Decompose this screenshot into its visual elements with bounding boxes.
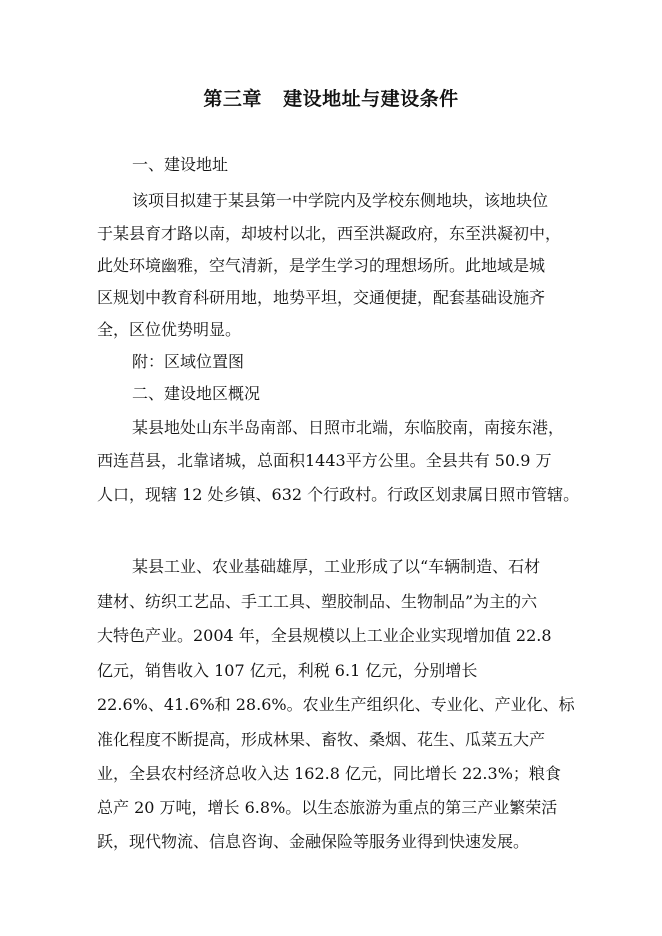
paragraph-line: 此处环境幽雅，空气清新，是学生学习的理想场所。此地域是城	[97, 256, 546, 275]
section-heading-address: 一、建设地址	[132, 155, 229, 174]
chapter-title: 第三章 建设地址与建设条件	[203, 88, 459, 110]
paragraph-line: 业，全县农村经济总收入达 162.8 亿元，同比增长 22.3%；粮食	[97, 764, 561, 783]
paragraph-line: 某县地处山东半岛南部、日照市北端，东临胶南，南接东港，	[132, 418, 565, 437]
paragraph-line: 大特色产业。2004 年，全县规模以上工业企业实现增加值 22.8	[97, 626, 552, 645]
paragraph-line: 人口，现辖 12 处乡镇、632 个行政村。行政区划隶属日照市管辖。	[97, 485, 580, 504]
paragraph-line: 全，区位优势明显。	[97, 320, 242, 339]
paragraph-line: 该项目拟建于某县第一中学院内及学校东侧地块，该地块位	[132, 191, 549, 210]
paragraph-line: 西连莒县，北靠诸城，总面积1443平方公里。全县共有 50.9 万	[97, 451, 552, 470]
attachment-note: 附：区域位置图	[132, 352, 245, 371]
paragraph-line: 跃，现代物流、信息咨询、金融保险等服务业得到快速发展。	[97, 832, 530, 851]
paragraph-line: 某县工业、农业基础雄厚，工业形成了以“车辆制造、石材	[132, 557, 541, 576]
paragraph-line: 区规划中教育科研用地，地势平坦，交通便捷，配套基础设施齐	[97, 288, 546, 307]
paragraph-line: 总产 20 万吨，增长 6.8%。以生态旅游为重点的第三产业繁荣活	[97, 798, 558, 817]
paragraph-line: 22.6%、41.6%和 28.6%。农业生产组织化、专业化、产业化、标	[97, 695, 575, 714]
paragraph-line: 亿元，销售收入 107 亿元，利税 6.1 亿元，分别增长	[97, 661, 478, 680]
paragraph-line: 于某县育才路以南，却坡村以北，西至洪凝政府，东至洪凝初中，	[97, 224, 562, 243]
paragraph-line: 建材、纺织工艺品、手工工具、塑胶制品、生物制品”为主的六	[97, 592, 538, 611]
paragraph-line: 准化程度不断提高，形成林果、畜牧、桑烟、花生、瓜菜五大产	[97, 730, 546, 749]
section-heading-overview: 二、建设地区概况	[132, 384, 261, 403]
